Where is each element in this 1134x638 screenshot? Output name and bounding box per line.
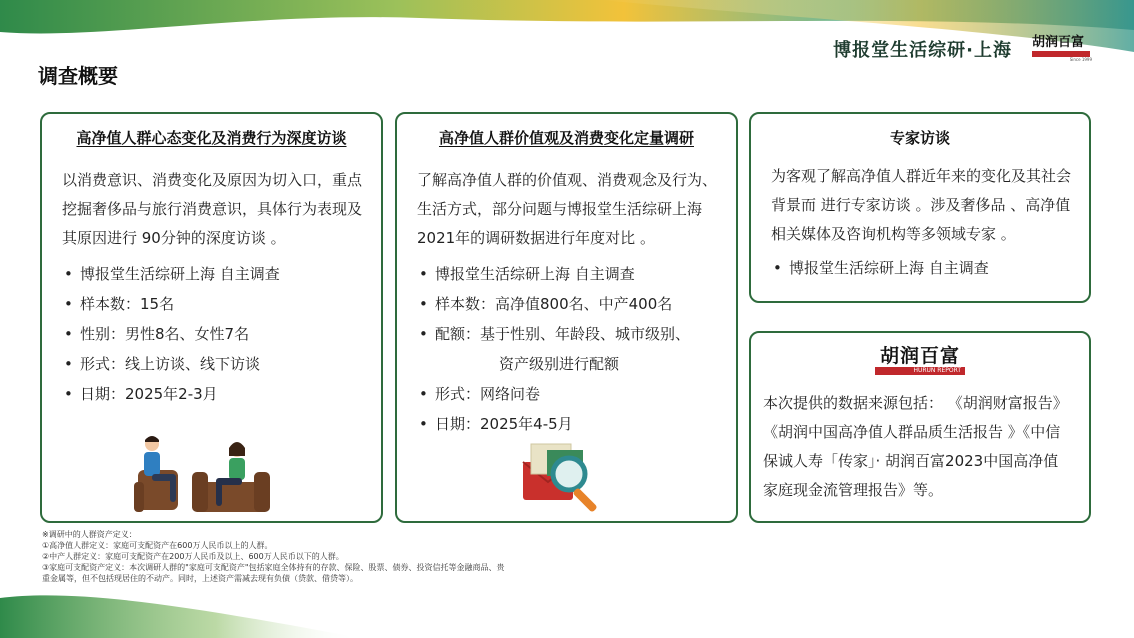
card-description: 了解高净值人群的价值观、消费观念及行为、生活方式，部分问题与博报堂生活综研上海2021年的调研数据进行年度对比 。 [417, 171, 718, 247]
list-item: • 配额：基于性别、年龄段、城市级别、 [417, 319, 718, 349]
card-description: 为客观了解高净值人群近年来的变化及其社会背景而 进行专家访谈 。涉及奢侈品 、高净值相关媒体及咨询机构等多领域专家 。 [771, 167, 1072, 243]
logo-text: 胡润百富 [879, 345, 960, 367]
logo-text: 胡润百富 [1032, 35, 1085, 50]
bullet-list [417, 259, 718, 439]
footer-decoration [0, 578, 360, 638]
brand-name: 博报堂生活综研·上海 [833, 40, 1012, 61]
card-description: 本次提供的数据来源包括： 《胡润财富报告》《胡润中国高净值人群品质生活报告 》《中信保诚人寿「传家」· 胡润百富2023中国高净值家庭现金流管理报告》等。 [763, 394, 1068, 499]
card-title: 高净值人群价值观及消费变化定量调研 [438, 129, 694, 147]
list-item: • 形式：网络问卷 [417, 379, 718, 409]
interview-illustration [130, 432, 280, 522]
list-item: • 日期：2025年4-5月 [417, 409, 718, 439]
list-item: • 形式：线上访谈、线下访谈 [62, 349, 363, 379]
card-qualitative-interview [40, 112, 383, 523]
list-item: • 性别：男性8名、女性7名 [62, 319, 363, 349]
card-data-source [749, 331, 1091, 523]
list-item: • 样本数：高净值800名、中产400名 [417, 289, 718, 319]
footnote-line: 重金属等，但不包括现居住的不动产。同时，上述资产需减去现有负债（贷款、借贷等）。 [42, 574, 358, 583]
page-title: 调查概要 [38, 64, 118, 88]
footnote-line: ①高净值人群定义：家庭可支配资产在600万人民币以上的人群。 [42, 541, 273, 550]
list-item: • 博报堂生活综研上海 自主调查 [417, 259, 718, 289]
card-title: 高净值人群心态变化及消费行为深度访谈 [76, 129, 347, 147]
list-item: • 博报堂生活综研上海 自主调查 [62, 259, 363, 289]
hurun-logo [875, 345, 965, 375]
logo-bar: HURUN REPORT [875, 367, 965, 375]
card-title: 专家访谈 [889, 129, 950, 147]
bullet-list [62, 259, 363, 409]
footnote-line: ※调研中的人群资产定义： [42, 530, 137, 539]
logo-since: Since 1999 [1069, 57, 1092, 62]
list-item: • 博报堂生活综研上海 自主调查 [771, 253, 1071, 283]
footnotes [42, 529, 622, 584]
footnote-line: ②中产人群定义：家庭可支配资产在200万人民币及以上、600万人民币以下的人群。 [42, 552, 344, 561]
hurun-logo-header [1032, 36, 1092, 60]
list-item: • 日期：2025年2-3月 [62, 379, 363, 409]
list-item: • 样本数：15名 [62, 289, 363, 319]
list-item-continuation: 资产级别进行配额 [499, 355, 620, 373]
survey-illustration [517, 440, 617, 520]
bullet-list [771, 253, 1071, 283]
card-expert-interview [749, 112, 1091, 303]
card-description: 以消费意识、消费变化及原因为切入口，重点挖掘奢侈品与旅行消费意识，具体行为表现及其原因进行 90分钟的深度访谈 。 [62, 171, 363, 247]
card-quantitative-survey [395, 112, 738, 523]
footnote-line: ③家庭可支配资产定义：本次调研人群的"家庭可支配资产"包括家庭全体持有的存款、保险、股票、债券、投资信托等金融商品、贵 [42, 563, 505, 572]
